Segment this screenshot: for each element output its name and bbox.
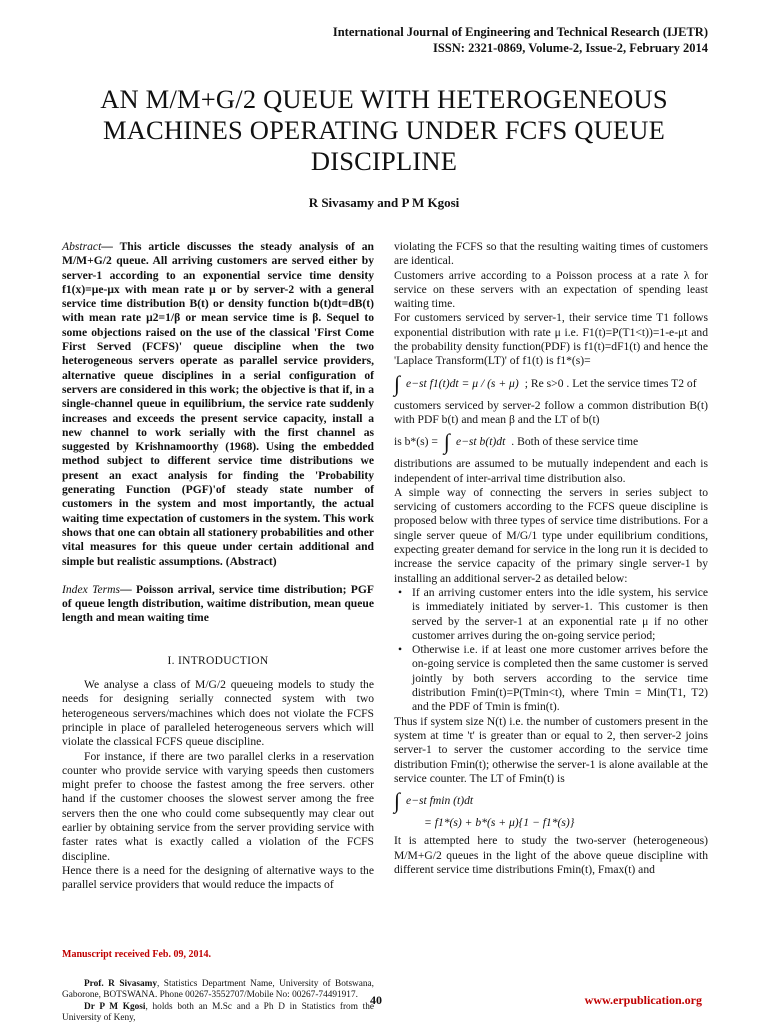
bullet-item-1 — [394, 586, 708, 643]
bullet-item-1-text: If an arriving customer enters into the idle system, his service is immediately initiated by server-1. This customer is then served by the server-1 at an exponential rate μ if no other customer arrives during the on-going service period; — [412, 585, 708, 642]
footnote-author-2-text: , holds both an M.Sc and a Ph D in Statistics from the University of Keny, — [62, 1001, 374, 1023]
equation-2-prefix: is b*(s) = — [394, 435, 438, 449]
index-terms — [62, 583, 374, 626]
right-paragraph-5: distributions are assumed to be mutually independent and each is independent of inter-arrival time distribution also. — [394, 457, 708, 485]
footnote-author-1-name: Prof. R Sivasamy — [84, 978, 158, 989]
integral-sign-2: ∫ — [443, 429, 450, 455]
bullet-dot-icon: • — [397, 585, 403, 599]
intro-paragraph-1: We analyse a class of M/G/2 queueing models to study the needs for designing serially connected system with two heterogeneous servers/machines which does not violate the FCFS principle in place of paralleled heterogeneous servers which will violate the classical FCFS queue discipline. — [62, 678, 374, 749]
footnotes — [62, 979, 374, 1024]
publisher-website-link[interactable]: www.erpublication.org — [584, 993, 702, 1007]
manuscript-received: Manuscript received Feb. 09, 2014. — [62, 949, 211, 961]
bullet-item-2 — [394, 643, 708, 714]
footnote-author-2 — [62, 1002, 374, 1024]
right-paragraph-2: Customers arrive according to a Poisson process at a rate λ for service on these servers with an expectation of spending least waiting time. — [394, 268, 708, 311]
equation-3 — [394, 790, 708, 812]
footnote-author-1 — [62, 979, 374, 1002]
index-terms-label: Index Terms — [62, 582, 121, 596]
right-paragraph-4: customers serviced by server-2 follow a common distribution B(t) with PDF b(t) and mean β and the LT of b(t) — [394, 398, 708, 426]
intro-paragraph-3: Hence there is a need for the designing of alternative ways to the parallel service providers that would reduce the impacts of — [62, 863, 374, 892]
equation-1-text: e−st f1(t)dt = μ / (s + μ) — [406, 376, 519, 390]
paper-title: AN M/M+G/2 QUEUE WITH HETEROGENEOUS MACHINES OPERATING UNDER FCFS QUEUE DISCIPLINE — [100, 84, 668, 176]
index-terms-text: — Poisson arrival, service time distribution; PGF of queue length distribution, waitime distribution, mean queue length and mean waiting time — [62, 582, 374, 625]
right-paragraph-8: It is attempted here to study the two-server (heterogeneous) M/M+G/2 queues in the light of the above queue discipline with different service time distributions Fmin(t), Fmax(t) and — [394, 834, 708, 876]
journal-name: International Journal of Engineering and Technical Research (IJETR) — [332, 25, 708, 39]
equation-1 — [394, 370, 708, 396]
bullet-item-2-text: Otherwise i.e. if at least one more customer arrives before the on-going service is completed then the same customer is served jointly by both servers according to the service time distribution Fmin(t)=P(Tmin<t), where Tmin = Min(T1, T2) and the PDF of Tmin is fmin(t). — [412, 643, 708, 714]
integral-sign-3: ∫ — [394, 788, 401, 814]
equation-3-text: e−st fmin (t)dt — [406, 793, 474, 807]
abstract-dash: — — [101, 240, 113, 253]
page-number: 40 — [370, 993, 382, 1007]
equation-4 — [394, 816, 708, 830]
integral-sign-1: ∫ — [394, 370, 401, 396]
intro-paragraph-2: For instance, if there are two parallel clerks in a reservation counter who provide service with varying speeds then customers might prefer to choose the fastest among the free servers. other hand if the customer chooses the slowest server among the free servers then the one who could come subsequently may clear out earlier by obtaining service from the server providing service with faster rates what is exactly called a violation of the FCFS discipline. — [62, 749, 374, 863]
journal-header — [333, 24, 708, 56]
footnote-author-1-text: , Statistics Department Name, University of Botswana, Gaborone, BOTSWANA. Phone 00267-3552707/Mobile No: 00267-74491917. — [62, 978, 375, 1001]
journal-issn: ISSN: 2321-0869, Volume-2, Issue-2, February 2014 — [432, 41, 708, 55]
right-paragraph-3: For customers serviced by server-1, their service time T1 follows exponential distribution with rate μ i.e. F1(t)=P(T1<t))=1-e-μt and the probability density function(PDF) is f1(t)=dF1(t) and hence the 'Laplace Transform(LT)' of f1(t) is f1*(s)= — [394, 311, 708, 368]
abstract-text: This article discusses the steady analysis of an M/M+G/2 queue. All arriving customers are served either by server-1 according to an exponential service time density f1(x)=μe-μx with mean rate μ or by server-2 with a general service time distribution B(t) or density function b(t)dt=dB(t) with mean rate μ2=1/β or mean service time is β. Sequel to some objections raised on the use of the classical 'First Come First Served (FCFS)' queue discipline when the two heterogeneous servers operate as parallel service providers, alternative queue disciplines in a serial configuration of servers are considered in this work; the objective is that if, in a single-channel queue in equilibrium, the service rate suddenly increases and exceeds the present service capacity, install a new channel to work serially with the first channel as suggested by Krishnamoorthy (1968). Using the embedded method subject to different service time distributions we present an exact analysis for finding the 'Probability generating Function (PGF)'of steady state number of customers in the system and most importantly, the actual waiting time expectation of customers in the system. This work shows that one can obtain all stationery probabilities and other vital measures for this queue under certain additional and simple but realistic assumptions. (Abstract) — [62, 240, 374, 568]
right-paragraph-1: violating the FCFS so that the resulting waiting times of customers are identical. — [394, 240, 708, 268]
equation-2-text: e−st b(t)dt — [455, 435, 506, 449]
footnote-author-2-name: Dr P M Kgosi — [84, 1001, 146, 1012]
section-heading-introduction: I. INTRODUCTION — [167, 654, 269, 667]
right-paragraph-7: Thus if system size N(t) i.e. the number of customers present in the system at time 't' is greater than or equal to 2, then server-2 joins server-1 to server the customer according to the service time distribution Fmin(t); otherwise the server-1 is alone available at the service counter. The LT of Fmin(t) is — [394, 714, 708, 785]
equation-4-text: = f1*(s) + b*(s + μ){1 − f1*(s)} — [424, 816, 575, 830]
abstract — [62, 240, 374, 569]
right-column — [394, 240, 708, 877]
bullet-dot-icon: • — [397, 643, 403, 657]
left-column — [62, 240, 374, 1024]
equation-2-tail: . Both of these service time — [511, 435, 639, 449]
equation-1-tail: ; Re s>0 . Let the service times T2 of — [524, 376, 697, 390]
equation-2 — [394, 431, 708, 453]
right-paragraph-6: A simple way of connecting the servers in series subject to servicing of customers according to the FCFS queue discipline is proposed below with three types of service time distributions. For a single server queue of M/G/1 type under equilibrium conditions, expecting greater demand for service in the long run it is decided to increase the service capacity of the primary single server-1 by installing an additional server-2 as detailed below: — [394, 485, 708, 585]
abstract-label: Abstract — [62, 240, 102, 253]
paper-authors: R Sivasamy and P M Kgosi — [308, 195, 460, 210]
